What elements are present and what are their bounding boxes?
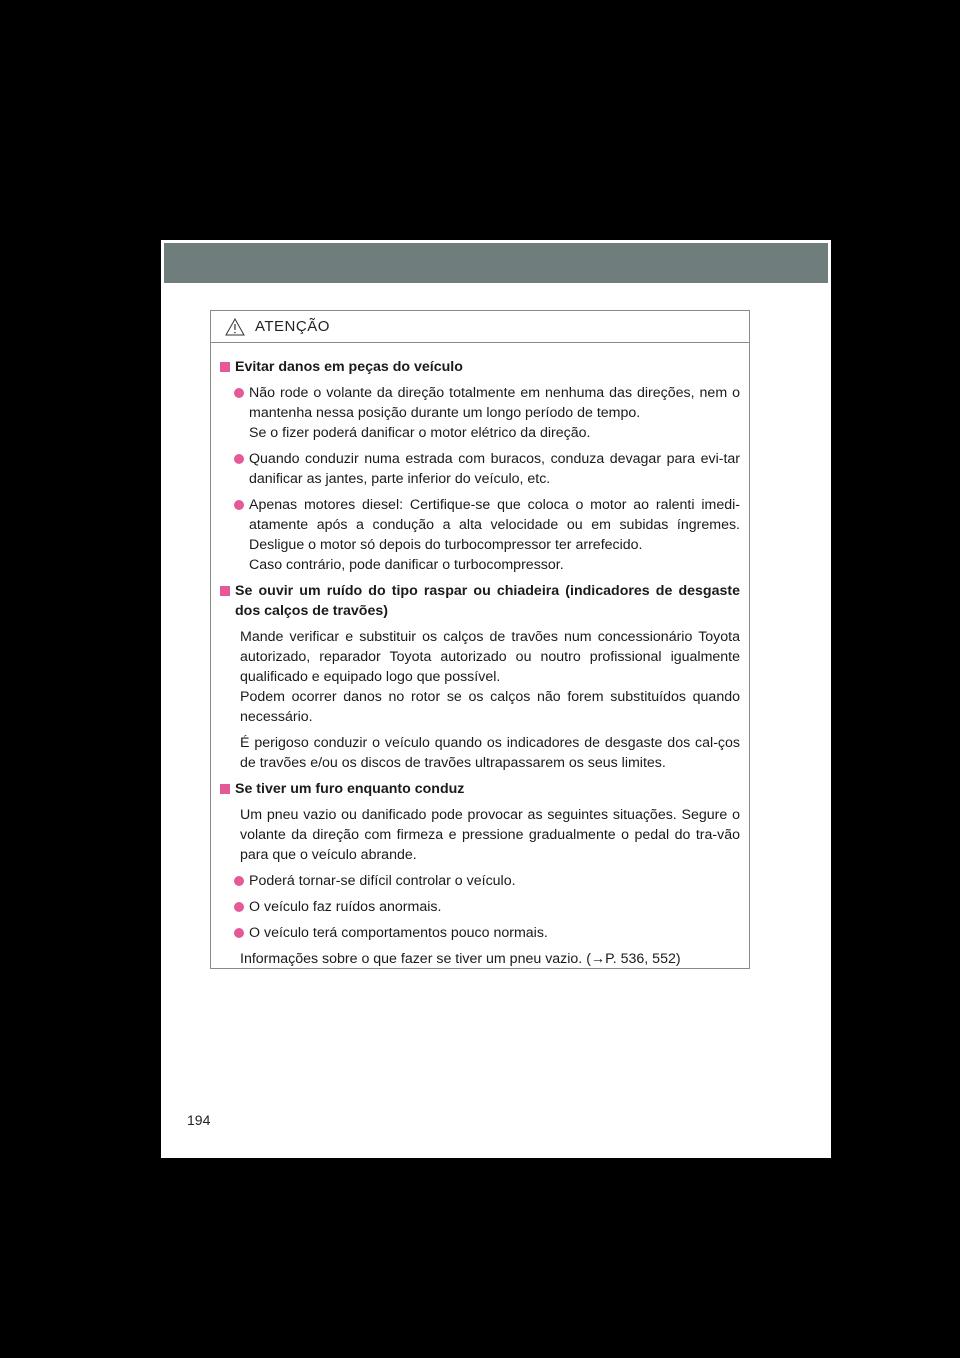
round-bullet-icon (234, 902, 244, 912)
list-item: Apenas motores diesel: Certifique-se que coloca o motor ao ralenti imedi-atamente após a condução a alta velocidade ou em subidas íngremes. Desligue o motor só depois do turbocompressor ter arrefecido. Caso contrário, pode danificar o turbocompressor. (234, 495, 740, 575)
list-item: O veículo faz ruídos anormais. (234, 897, 740, 917)
warning-header (211, 311, 749, 343)
paragraph: Um pneu vazio ou danificado pode provocar as seguintes situações. Segure o volante da direção com firmeza e pressione gradualmente o pedal do tra-vão para que o veículo abrande. (240, 807, 740, 863)
page-number: 194 (187, 1112, 211, 1128)
square-bullet-icon (220, 362, 230, 372)
round-bullet-icon (234, 500, 244, 510)
section-title: Evitar danos em peças do veículo (220, 357, 740, 377)
list-item: O veículo terá comportamentos pouco normais. (234, 923, 740, 943)
round-bullet-icon (234, 388, 244, 398)
paragraph: Mande verificar e substituir os calços de travões num concessionário Toyota autorizado, reparador Toyota autorizado ou noutro profissional igualmente qualificado e equipado logo que possível. Podem ocorrer danos no rotor se os calços não forem substituídos quando necessário. (240, 629, 740, 725)
round-bullet-icon (234, 876, 244, 886)
warning-title: ATENÇÃO (255, 318, 330, 335)
square-bullet-icon (220, 784, 230, 794)
warning-triangle-icon (225, 318, 245, 336)
round-bullet-icon (234, 454, 244, 464)
page-reference: Informações sobre o que fazer se tiver um pneu vazio. (→P. 536, 552) (240, 951, 681, 967)
warning-box (210, 310, 750, 969)
section-title: Se ouvir um ruído do tipo raspar ou chiadeira (indicadores de desgaste dos calços de travões) (220, 581, 740, 621)
square-bullet-icon (220, 586, 230, 596)
warning-content (211, 343, 749, 969)
list-item: Não rode o volante da direção totalmente em nenhuma das direções, nem o mantenha nessa posição durante um longo período de tempo. Se o fizer poderá danificar o motor elétrico da direção. (234, 383, 740, 443)
paragraph: É perigoso conduzir o veículo quando os indicadores de desgaste dos cal-ços de travões e/ou os discos de travões ultrapassarem os seus limites. (240, 735, 740, 771)
header-bar (164, 243, 828, 283)
section-title: Se tiver um furo enquanto conduz (220, 779, 740, 799)
list-item: Poderá tornar-se difícil controlar o veículo. (234, 871, 740, 891)
round-bullet-icon (234, 928, 244, 938)
list-item: Quando conduzir numa estrada com buracos, conduza devagar para evi-tar danificar as jantes, parte inferior do veículo, etc. (234, 449, 740, 489)
manual-page (161, 240, 831, 1158)
